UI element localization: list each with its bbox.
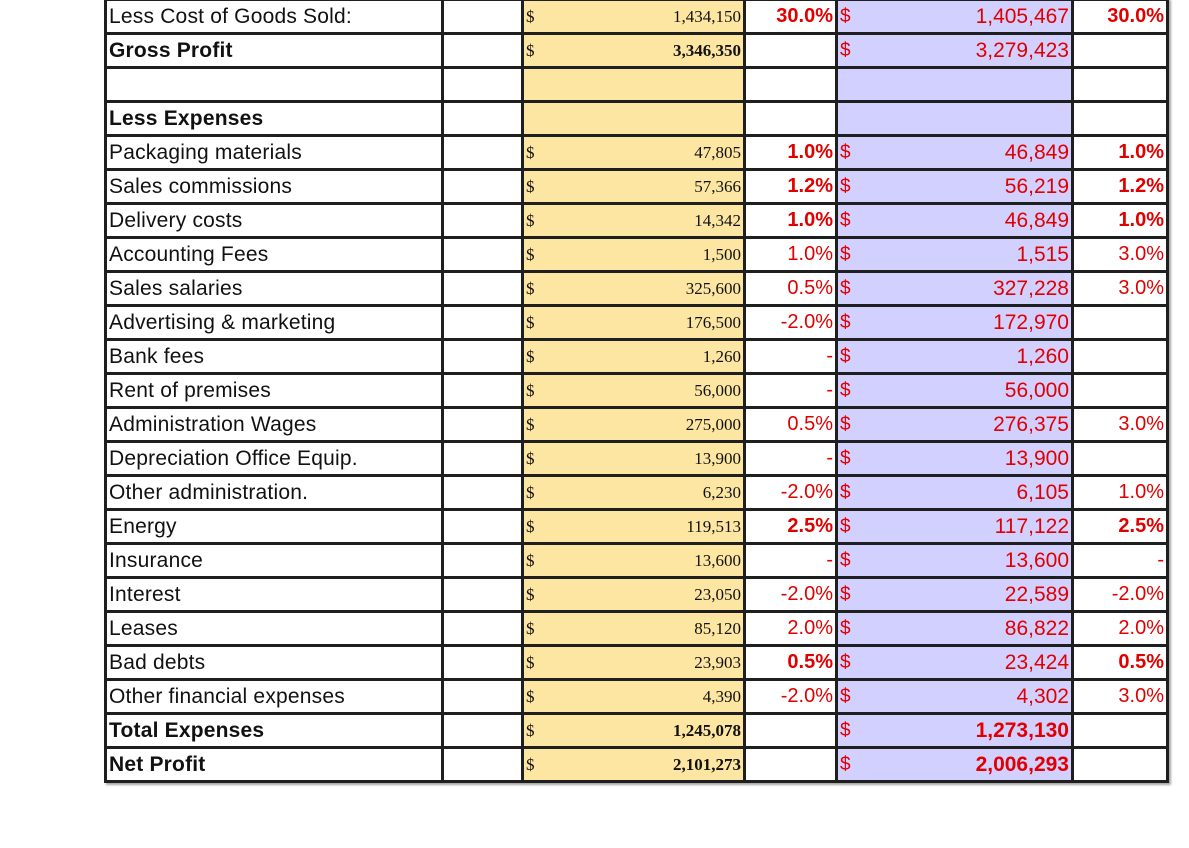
year2-amount-cell[interactable]: 56,219 — [877, 170, 1073, 204]
row-label-cell[interactable]: Total Expenses — [106, 714, 443, 748]
year1-currency-cell[interactable]: $ — [523, 544, 583, 578]
year1-currency-cell[interactable]: $ — [523, 578, 583, 612]
year2-percent-cell[interactable]: 1.0% — [1073, 204, 1168, 238]
year1-percent-cell[interactable]: 1.0% — [745, 136, 837, 170]
year1-percent-cell[interactable]: -2.0% — [745, 680, 837, 714]
row-label-cell[interactable]: Administration Wages — [106, 408, 443, 442]
year2-amount-cell[interactable]: 276,375 — [877, 408, 1073, 442]
year1-currency-cell[interactable]: $ — [523, 408, 583, 442]
year1-currency-cell[interactable]: $ — [523, 0, 583, 34]
year2-currency-cell[interactable] — [837, 68, 877, 102]
year2-amount-cell[interactable]: 13,600 — [877, 544, 1073, 578]
year1-percent-cell[interactable]: 2.5% — [745, 510, 837, 544]
year2-amount-cell[interactable]: 2,006,293 — [877, 748, 1073, 782]
year2-percent-cell[interactable] — [1073, 34, 1168, 68]
year2-percent-cell[interactable]: -2.0% — [1073, 578, 1168, 612]
table-row — [106, 510, 1168, 544]
table-row — [106, 102, 1168, 136]
table-row — [106, 136, 1168, 170]
year2-currency-cell[interactable]: $ — [837, 374, 877, 408]
table-row — [106, 408, 1168, 442]
year2-percent-cell[interactable] — [1073, 374, 1168, 408]
blank-cell[interactable] — [443, 34, 523, 68]
year2-currency-cell[interactable]: $ — [837, 408, 877, 442]
year1-amount-cell[interactable]: 325,600 — [583, 272, 745, 306]
year1-percent-cell[interactable] — [745, 714, 837, 748]
row-label-cell[interactable]: Depreciation Office Equip. — [106, 442, 443, 476]
row-label-cell[interactable]: Gross Profit — [106, 34, 443, 68]
year1-currency-cell[interactable]: $ — [523, 170, 583, 204]
blank-cell[interactable] — [443, 714, 523, 748]
blank-cell[interactable] — [443, 272, 523, 306]
year2-currency-cell[interactable]: $ — [837, 306, 877, 340]
table-row — [106, 374, 1168, 408]
blank-cell[interactable] — [443, 680, 523, 714]
row-label-cell[interactable]: Bad debts — [106, 646, 443, 680]
blank-cell[interactable] — [443, 510, 523, 544]
year1-percent-cell[interactable] — [745, 34, 837, 68]
year2-amount-cell[interactable]: 117,122 — [877, 510, 1073, 544]
row-label-cell[interactable]: Net Profit — [106, 748, 443, 782]
table-row — [106, 68, 1168, 102]
year2-amount-cell[interactable]: 6,105 — [877, 476, 1073, 510]
year2-percent-cell[interactable] — [1073, 68, 1168, 102]
year2-amount-cell[interactable]: 23,424 — [877, 646, 1073, 680]
table-row — [106, 646, 1168, 680]
table-row — [106, 476, 1168, 510]
year1-amount-cell[interactable]: 1,260 — [583, 340, 745, 374]
year1-amount-cell[interactable]: 23,050 — [583, 578, 745, 612]
table-row — [106, 612, 1168, 646]
year1-currency-cell[interactable]: $ — [523, 680, 583, 714]
year2-percent-cell[interactable] — [1073, 442, 1168, 476]
table-row — [106, 204, 1168, 238]
blank-cell[interactable] — [443, 374, 523, 408]
year2-currency-cell[interactable]: $ — [837, 612, 877, 646]
blank-cell[interactable] — [443, 0, 523, 34]
year2-currency-cell[interactable]: $ — [837, 170, 877, 204]
year2-amount-cell[interactable]: 1,515 — [877, 238, 1073, 272]
year2-currency-cell[interactable]: $ — [837, 510, 877, 544]
row-label-cell[interactable]: Insurance — [106, 544, 443, 578]
table-row — [106, 442, 1168, 476]
row-label-cell[interactable]: Less Expenses — [106, 102, 443, 136]
year2-percent-cell[interactable]: 30.0% — [1073, 0, 1168, 34]
year1-amount-cell[interactable]: 3,346,350 — [583, 34, 745, 68]
year1-currency-cell[interactable]: $ — [523, 714, 583, 748]
year2-percent-cell[interactable]: 1.0% — [1073, 476, 1168, 510]
year2-percent-cell[interactable] — [1073, 340, 1168, 374]
year2-amount-cell[interactable]: 13,900 — [877, 442, 1073, 476]
blank-cell[interactable] — [443, 748, 523, 782]
year2-currency-cell[interactable]: $ — [837, 0, 877, 34]
blank-cell[interactable] — [443, 646, 523, 680]
table-row — [106, 0, 1168, 34]
year2-currency-cell[interactable]: $ — [837, 680, 877, 714]
year1-currency-cell[interactable]: $ — [523, 646, 583, 680]
table-row — [106, 680, 1168, 714]
blank-cell[interactable] — [443, 170, 523, 204]
row-label-cell[interactable]: Interest — [106, 578, 443, 612]
table-row — [106, 714, 1168, 748]
year2-currency-cell[interactable]: $ — [837, 238, 877, 272]
blank-cell[interactable] — [443, 68, 523, 102]
year2-amount-cell[interactable]: 4,302 — [877, 680, 1073, 714]
year2-percent-cell[interactable] — [1073, 306, 1168, 340]
year1-amount-cell[interactable]: 23,903 — [583, 646, 745, 680]
row-label-cell[interactable]: Rent of premises — [106, 374, 443, 408]
row-label-cell[interactable]: Advertising & marketing — [106, 306, 443, 340]
year1-percent-cell[interactable]: - — [745, 442, 837, 476]
year1-currency-cell[interactable] — [523, 102, 583, 136]
year1-percent-cell[interactable]: - — [745, 374, 837, 408]
row-label-cell[interactable]: Bank fees — [106, 340, 443, 374]
income-statement-table — [104, 0, 1169, 783]
year1-currency-cell[interactable]: $ — [523, 136, 583, 170]
year1-percent-cell[interactable]: 2.0% — [745, 612, 837, 646]
table-row — [106, 748, 1168, 782]
year1-amount-cell[interactable]: 56,000 — [583, 374, 745, 408]
row-label-cell[interactable]: Delivery costs — [106, 204, 443, 238]
year1-currency-cell[interactable]: $ — [523, 340, 583, 374]
year1-percent-cell[interactable]: 0.5% — [745, 408, 837, 442]
year2-amount-cell[interactable]: 3,279,423 — [877, 34, 1073, 68]
year2-amount-cell[interactable]: 1,273,130 — [877, 714, 1073, 748]
year2-percent-cell[interactable]: - — [1073, 544, 1168, 578]
year2-currency-cell[interactable]: $ — [837, 646, 877, 680]
year2-currency-cell[interactable]: $ — [837, 442, 877, 476]
row-label-cell[interactable]: Packaging materials — [106, 136, 443, 170]
year2-percent-cell[interactable]: 0.5% — [1073, 646, 1168, 680]
year1-amount-cell[interactable]: 57,366 — [583, 170, 745, 204]
row-label-cell[interactable]: Other financial expenses — [106, 680, 443, 714]
year1-currency-cell[interactable]: $ — [523, 306, 583, 340]
year1-currency-cell[interactable]: $ — [523, 204, 583, 238]
year1-amount-cell[interactable]: 85,120 — [583, 612, 745, 646]
row-label-cell[interactable]: Leases — [106, 612, 443, 646]
year2-amount-cell[interactable]: 327,228 — [877, 272, 1073, 306]
year1-currency-cell[interactable]: $ — [523, 476, 583, 510]
year2-currency-cell[interactable]: $ — [837, 34, 877, 68]
year1-percent-cell[interactable]: 0.5% — [745, 272, 837, 306]
year1-percent-cell[interactable] — [745, 102, 837, 136]
table-row — [106, 170, 1168, 204]
blank-cell[interactable] — [443, 238, 523, 272]
year1-amount-cell[interactable] — [583, 68, 745, 102]
year1-currency-cell[interactable]: $ — [523, 238, 583, 272]
year1-percent-cell[interactable]: - — [745, 340, 837, 374]
year1-percent-cell[interactable]: 1.0% — [745, 238, 837, 272]
row-label-cell[interactable]: Less Cost of Goods Sold: — [106, 0, 443, 34]
blank-cell[interactable] — [443, 306, 523, 340]
table-row — [106, 578, 1168, 612]
year1-amount-cell[interactable]: 13,900 — [583, 442, 745, 476]
year2-currency-cell[interactable]: $ — [837, 544, 877, 578]
year2-currency-cell[interactable]: $ — [837, 340, 877, 374]
year2-percent-cell[interactable]: 3.0% — [1073, 238, 1168, 272]
year1-currency-cell[interactable]: $ — [523, 612, 583, 646]
year2-amount-cell[interactable]: 46,849 — [877, 204, 1073, 238]
blank-cell[interactable] — [443, 408, 523, 442]
table-row — [106, 272, 1168, 306]
year2-currency-cell[interactable]: $ — [837, 136, 877, 170]
year1-amount-cell[interactable]: 14,342 — [583, 204, 745, 238]
year1-amount-cell[interactable]: 1,245,078 — [583, 714, 745, 748]
year2-percent-cell[interactable]: 1.0% — [1073, 136, 1168, 170]
year2-amount-cell[interactable]: 56,000 — [877, 374, 1073, 408]
year1-amount-cell[interactable]: 47,805 — [583, 136, 745, 170]
year2-percent-cell[interactable] — [1073, 714, 1168, 748]
table-row — [106, 340, 1168, 374]
year2-currency-cell[interactable]: $ — [837, 714, 877, 748]
year2-percent-cell[interactable] — [1073, 748, 1168, 782]
year1-amount-cell[interactable]: 13,600 — [583, 544, 745, 578]
year1-percent-cell[interactable]: 30.0% — [745, 0, 837, 34]
blank-cell[interactable] — [443, 102, 523, 136]
year1-currency-cell[interactable]: $ — [523, 510, 583, 544]
blank-cell[interactable] — [443, 612, 523, 646]
row-label-cell[interactable]: Sales salaries — [106, 272, 443, 306]
blank-cell[interactable] — [443, 204, 523, 238]
year1-percent-cell[interactable]: -2.0% — [745, 306, 837, 340]
blank-cell[interactable] — [443, 544, 523, 578]
blank-cell[interactable] — [443, 476, 523, 510]
year1-percent-cell[interactable]: -2.0% — [745, 578, 837, 612]
year1-percent-cell[interactable]: -2.0% — [745, 476, 837, 510]
year1-amount-cell[interactable]: 4,390 — [583, 680, 745, 714]
year1-percent-cell[interactable] — [745, 748, 837, 782]
year2-currency-cell[interactable]: $ — [837, 748, 877, 782]
row-label-cell[interactable]: Sales commissions — [106, 170, 443, 204]
year1-amount-cell[interactable] — [583, 102, 745, 136]
year1-currency-cell[interactable] — [523, 68, 583, 102]
year1-currency-cell[interactable]: $ — [523, 34, 583, 68]
year1-percent-cell[interactable]: 0.5% — [745, 646, 837, 680]
year1-currency-cell[interactable]: $ — [523, 374, 583, 408]
year1-amount-cell[interactable]: 1,434,150 — [583, 0, 745, 34]
blank-cell[interactable] — [443, 442, 523, 476]
year2-percent-cell[interactable]: 3.0% — [1073, 680, 1168, 714]
table-row — [106, 306, 1168, 340]
year1-currency-cell[interactable]: $ — [523, 748, 583, 782]
year2-currency-cell[interactable]: $ — [837, 578, 877, 612]
year1-percent-cell[interactable]: 1.2% — [745, 170, 837, 204]
year2-amount-cell[interactable]: 86,822 — [877, 612, 1073, 646]
year2-percent-cell[interactable]: 3.0% — [1073, 408, 1168, 442]
table-row — [106, 238, 1168, 272]
year2-percent-cell[interactable]: 2.0% — [1073, 612, 1168, 646]
table-row — [106, 34, 1168, 68]
year2-amount-cell[interactable]: 1,405,467 — [877, 0, 1073, 34]
year2-currency-cell[interactable]: $ — [837, 272, 877, 306]
year2-amount-cell[interactable] — [877, 68, 1073, 102]
year1-amount-cell[interactable]: 119,513 — [583, 510, 745, 544]
year1-amount-cell[interactable]: 275,000 — [583, 408, 745, 442]
year2-percent-cell[interactable]: 1.2% — [1073, 170, 1168, 204]
year1-amount-cell[interactable]: 2,101,273 — [583, 748, 745, 782]
year2-percent-cell[interactable] — [1073, 102, 1168, 136]
blank-cell[interactable] — [443, 136, 523, 170]
table-row — [106, 544, 1168, 578]
year2-currency-cell[interactable]: $ — [837, 476, 877, 510]
year2-amount-cell[interactable]: 172,970 — [877, 306, 1073, 340]
year1-amount-cell[interactable]: 6,230 — [583, 476, 745, 510]
year2-percent-cell[interactable]: 2.5% — [1073, 510, 1168, 544]
year2-currency-cell[interactable]: $ — [837, 204, 877, 238]
year2-amount-cell[interactable]: 22,589 — [877, 578, 1073, 612]
year2-currency-cell[interactable] — [837, 102, 877, 136]
year1-amount-cell[interactable]: 176,500 — [583, 306, 745, 340]
year1-percent-cell[interactable] — [745, 68, 837, 102]
year1-amount-cell[interactable]: 1,500 — [583, 238, 745, 272]
row-label-cell[interactable] — [106, 68, 443, 102]
row-label-cell[interactable]: Accounting Fees — [106, 238, 443, 272]
blank-cell[interactable] — [443, 340, 523, 374]
row-label-cell[interactable]: Other administration. — [106, 476, 443, 510]
blank-cell[interactable] — [443, 578, 523, 612]
year2-amount-cell[interactable]: 46,849 — [877, 136, 1073, 170]
year1-currency-cell[interactable]: $ — [523, 272, 583, 306]
year2-percent-cell[interactable]: 3.0% — [1073, 272, 1168, 306]
year2-amount-cell[interactable]: 1,260 — [877, 340, 1073, 374]
year1-percent-cell[interactable]: 1.0% — [745, 204, 837, 238]
year1-percent-cell[interactable]: - — [745, 544, 837, 578]
year2-amount-cell[interactable] — [877, 102, 1073, 136]
year1-currency-cell[interactable]: $ — [523, 442, 583, 476]
row-label-cell[interactable]: Energy — [106, 510, 443, 544]
